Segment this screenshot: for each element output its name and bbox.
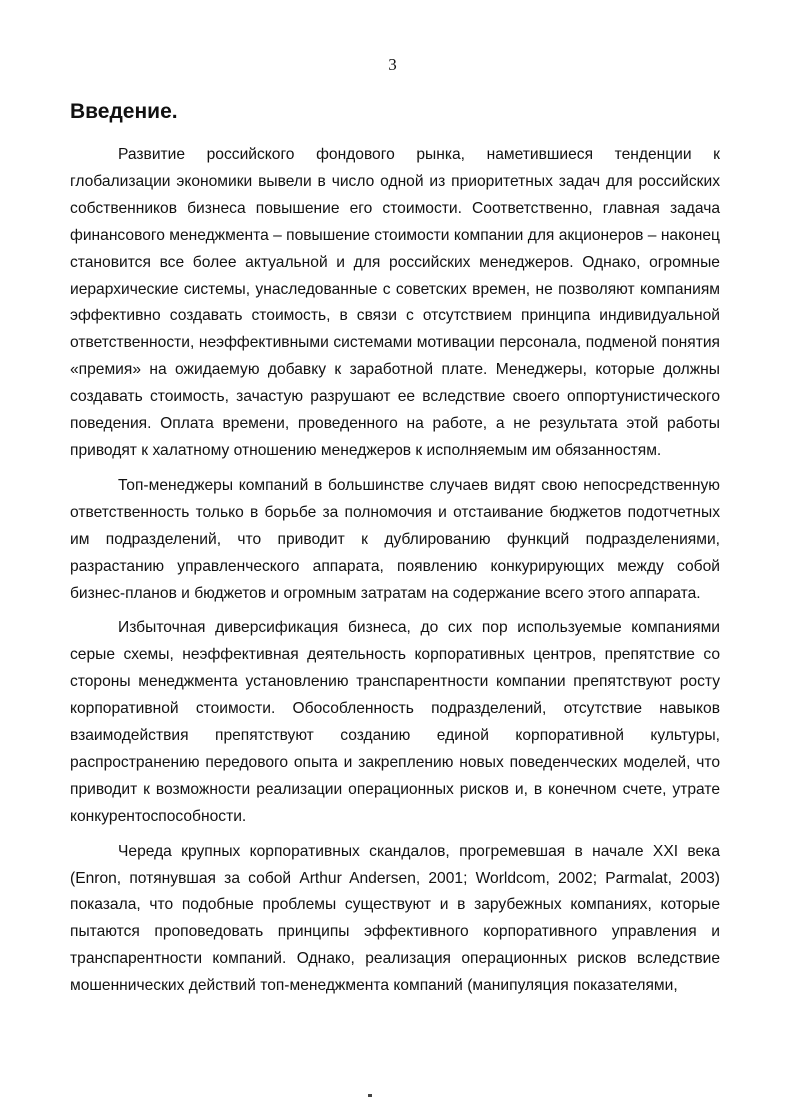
page-number: 3 <box>388 55 397 74</box>
section-heading: Введение. <box>70 100 178 123</box>
paragraph-intro: Развитие российского фондового рынка, наметившиеся тенденции к глобализации экономики вывели в число одной из приоритетных задач для российских собственников бизнеса повышение его стоимости. Соответственно, главная задача финансового менеджмента – повышение стоимости компании для акционеров – наконец становится все более актуальной и для российских менеджеров. Однако, огромные иерархические системы, унаследованные с советских времен, не позволяют компаниям эффективно создавать стоимость, в связи с отсутствием принципа индивидуальной ответственности, неэффективными системами мотивации персонала, подменой понятия «премия» на ожидаемую добавку к заработной плате. Менеджеры, которые должны создавать стоимость, зачастую разрушают ее вследствие своего оппортунистического поведения. Оплата времени, проведенного на работе, а не результата этой работы приводят к халатному отношению менеджеров к исполняемым им обязанностям. <box>70 146 720 459</box>
paragraph-diversification: Избыточная диверсификация бизнеса, до сих пор используемые компаниями серые схемы, неэффективная деятельность корпоративных центров, препятствие со стороны менеджмента установлению транспарентности компании препятствуют росту корпоративной стоимости. Обособленность подразделений, отсутствие навыков взаимодействия препятствуют созданию единой корпоративной культуры, распространению передового опыта и закреплению новых поведенческих моделей, что приводит к возможности реализации операционных рисков и, в конечном счете, утрате конкурентоспособности. <box>70 619 720 825</box>
paragraph-top-managers: Топ-менеджеры компаний в большинстве случаев видят свою непосредственную ответственность только в борьбе за полномочия и отстаивание бюджетов подотчетных им подразделений, что приводит к дублированию функций подразделениями, разрастанию управленческого аппарата, появлению конкурирующих между собой бизнес-планов и бюджетов и огромным затратам на содержание всего этого аппарата. <box>70 476 720 602</box>
scan-artifact <box>368 1094 372 1097</box>
paragraph-scandals: Череда крупных корпоративных скандалов, прогремевшая в начале XXI века (Enron, потянувшая за собой Arthur Andersen, 2001; Worldcom, 2002; Parmalat, 2003) показала, что подобные проблемы существуют и в зарубежных компаниях, которые пытаются проповедовать принципы эффективного корпоративного управления и транспарентности компаний. Однако, реализация операционных рисков вследствие мошеннических действий топ-менеджмента компаний (манипуляция показателями, <box>70 842 720 995</box>
body-text <box>70 142 720 1008</box>
